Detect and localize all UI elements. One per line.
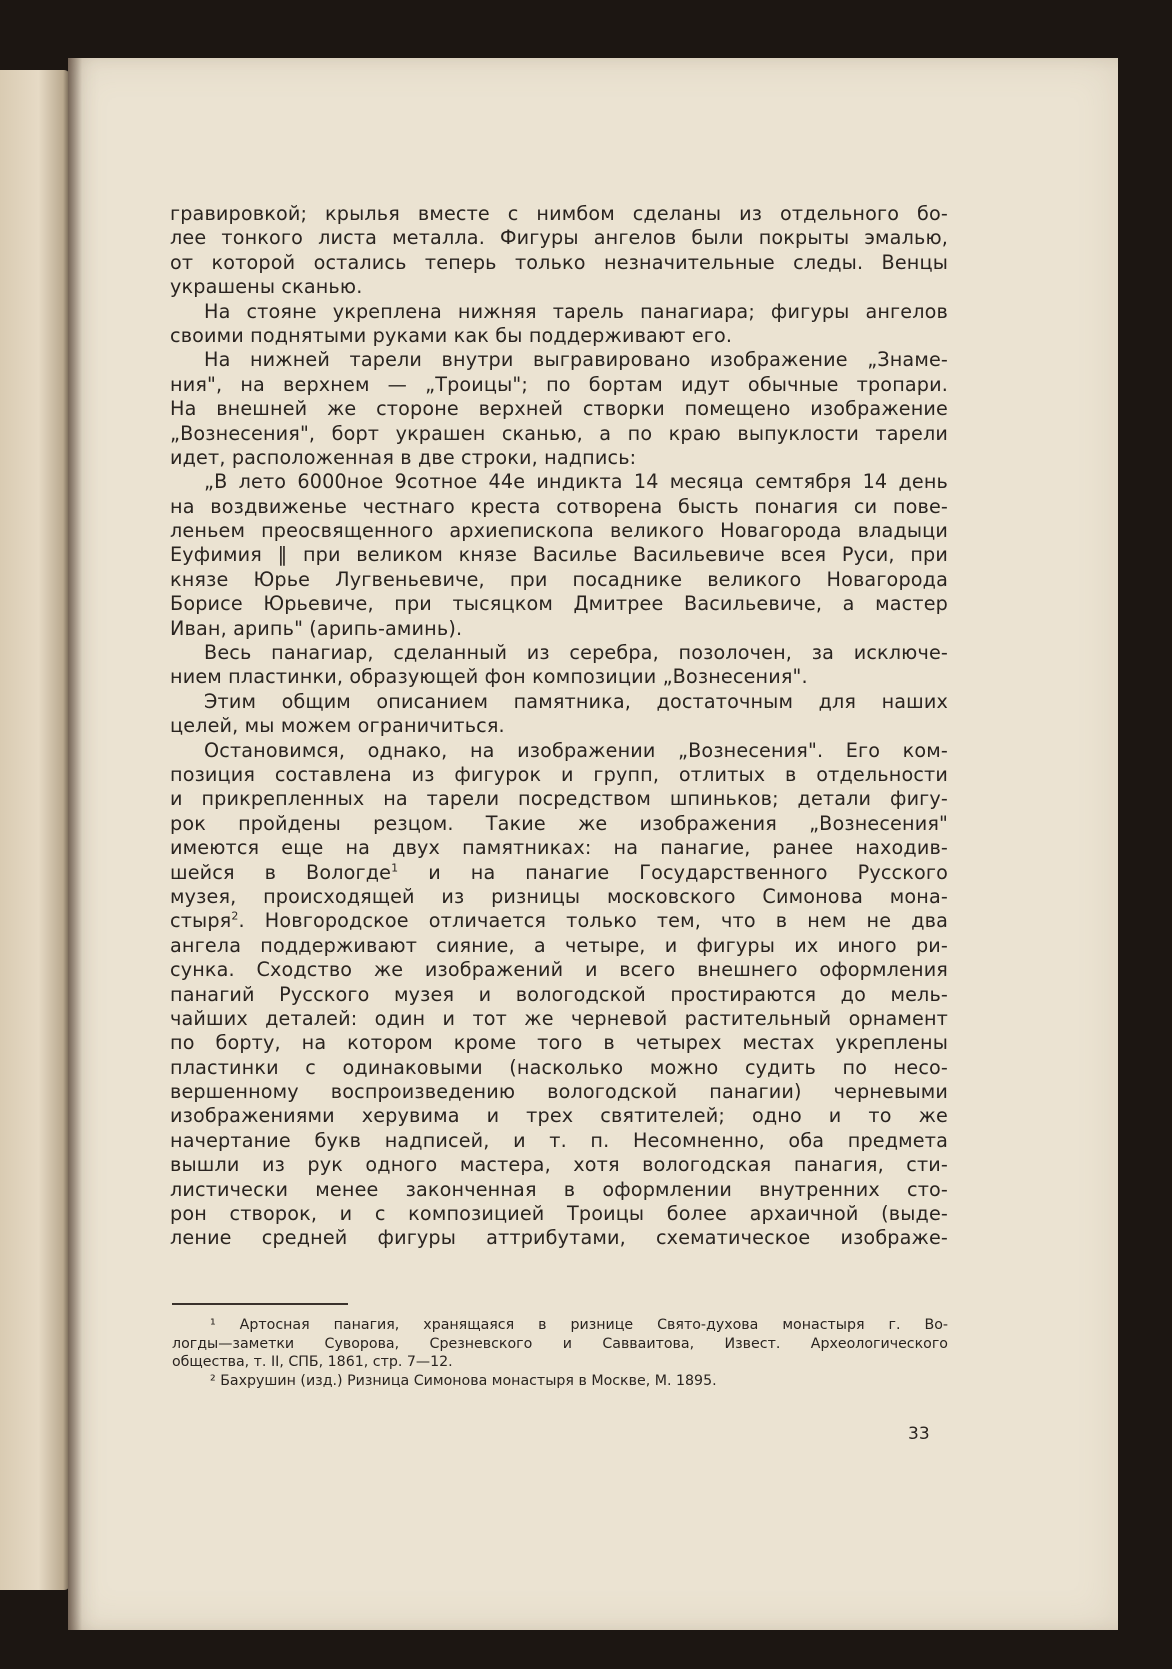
paragraph: [170, 739, 948, 1251]
text-line: пластинки с одинаковыми (насколько можно судить по несо-: [170, 1055, 948, 1079]
text-line: Борисе Юрьевиче, при тысяцком Дмитрее Васильевиче, а мастер: [170, 592, 948, 616]
footnote: [172, 1316, 948, 1372]
footnote-line: общества, т. II, СПБ, 1861, стр. 7—12.: [172, 1354, 453, 1371]
footnote-divider: [172, 1303, 348, 1305]
text-line: своими поднятыми руками как бы поддерживают его.: [170, 323, 733, 347]
text-line: Весь панагиар, сделанный из серебра, позолочен, за исключе-: [204, 641, 948, 665]
text-segment: . Новгородское отличается только тем, что в нем не два: [238, 909, 948, 933]
footnote-line: ¹ Артосная панагия, хранящаяся в ризнице Свято-духова монастыря г. Во-: [210, 1317, 948, 1333]
inscription-quote: [170, 470, 948, 641]
text-line: рон створок, и с композицией Троицы более архаичной (выде-: [170, 1202, 948, 1226]
text-line: лее тонкого листа металла. Фигуры ангелов были покрыты эмалью,: [170, 226, 948, 250]
main-text: [170, 202, 948, 1251]
text-line: На стояне укреплена нижняя тарель панагиара; фигуры ангелов: [204, 299, 948, 323]
text-line: [170, 861, 948, 885]
footnote-line: логды—заметки Суворова, Срезневского и Савваитова, Извест. Археологического: [172, 1335, 948, 1352]
text-line: целей, мы можем ограничиться.: [170, 714, 505, 738]
spine-shadow: [68, 58, 82, 1630]
text-line: ния", на верхнем — „Троицы"; по бортам идут обычные тропари.: [170, 372, 948, 396]
text-line: изображениями херувима и трех святителей; одно и то же: [170, 1104, 948, 1128]
text-line: рок пройдены резцом. Такие же изображения „Вознесения": [170, 811, 948, 835]
text-segment: шейся в Вологде: [170, 860, 392, 884]
text-line: идет, расположенная в две строки, надпись:: [170, 445, 637, 469]
text-line: Остановимся, однако, на изображении „Вознесения". Его ком-: [204, 738, 948, 762]
footnote-marker: 1: [391, 861, 399, 875]
text-line: „Вознесения", борт украшен сканью, а по краю выпуклости тарели: [170, 421, 948, 445]
text-line: на воздвиженье честнаго креста сотворена бысть понагия си пове-: [170, 494, 948, 518]
text-line: чайших деталей: один и тот же черневой растительный орнамент: [170, 1006, 948, 1030]
text-line: по борту, на котором кроме того в четырех местах укреплены: [170, 1031, 948, 1055]
text-line: позиция составлена из фигурок и групп, отлитых в отдельности: [170, 762, 948, 786]
text-line: На нижней тарели внутри выгравировано изображение „Знаме-: [204, 348, 948, 372]
text-line: имеются еще на двух памятниках: на панагие, ранее находив-: [170, 836, 948, 860]
footnote-line: ² Бахрушин (изд.) Ризница Симонова монастыря в Москве, М. 1895.: [210, 1372, 717, 1389]
text-line: Этим общим описанием памятника, достаточным для наших: [204, 689, 948, 713]
text-line: музея, происходящей из ризницы московского Симонова мона-: [170, 884, 948, 908]
paragraph: [170, 641, 948, 690]
facing-page-edge: [0, 70, 70, 1590]
text-line: вышли из рук одного мастера, хотя вологодская панагия, сти-: [170, 1153, 948, 1177]
text-segment: стыря: [170, 909, 232, 933]
text-line: сунка. Сходство же изображений и всего внешнего оформления: [170, 958, 948, 982]
footnote-marker: 2: [231, 909, 239, 923]
text-line: гравировкой; крылья вместе с нимбом сделаны из отдельного бо-: [170, 202, 948, 225]
text-line: [170, 909, 948, 933]
text-line: Еуфимия ‖ при великом князе Василье Васильевиче всея Руси, при: [170, 543, 948, 567]
text-line: и прикрепленных на тарели посредством шпиньков; детали фигу-: [170, 787, 948, 811]
paragraph: [170, 690, 948, 739]
paragraph: [170, 300, 948, 349]
footnote: [172, 1372, 948, 1391]
page-number: 33: [908, 1424, 930, 1444]
text-line: начертание букв надписей, и т. п. Несомненно, оба предмета: [170, 1128, 948, 1152]
text-segment: и на панагие Государственного Русского: [428, 860, 948, 884]
text-line: листически менее законченная в оформлении внутренних сто-: [170, 1177, 948, 1201]
text-line: Иван, арипь" (арипь-аминь).: [170, 616, 463, 640]
text-line: нием пластинки, образующей фон композиции „Вознесения".: [170, 665, 808, 689]
text-line: леньем преосвященного архиепископа великого Новагорода владыци: [170, 519, 948, 543]
paragraph: [170, 202, 948, 300]
text-line: ление средней фигуры аттрибутами, схематическое изображе-: [170, 1226, 948, 1250]
text-line: князе Юрье Лугвеньевиче, при посаднике великого Новагорода: [170, 567, 948, 591]
text-line: вершенному воспроизведению вологодской панагии) черневыми: [170, 1080, 948, 1104]
footnotes: [172, 1316, 948, 1390]
text-line: панагий Русского музея и вологодской простираются до мель-: [170, 982, 948, 1006]
paragraph: [170, 348, 948, 470]
text-line: от которой остались теперь только незначительные следы. Венцы: [170, 250, 948, 274]
text-line: ангела поддерживают сияние, а четыре, и фигуры их иного ри-: [170, 933, 948, 957]
text-line: На внешней же стороне верхней створки помещено изображение: [170, 397, 948, 421]
text-line: украшены сканью.: [170, 275, 363, 299]
text-line: „В лето 6000ное 9сотное 44е индикта 14 месяца семтября 14 день: [204, 470, 948, 494]
